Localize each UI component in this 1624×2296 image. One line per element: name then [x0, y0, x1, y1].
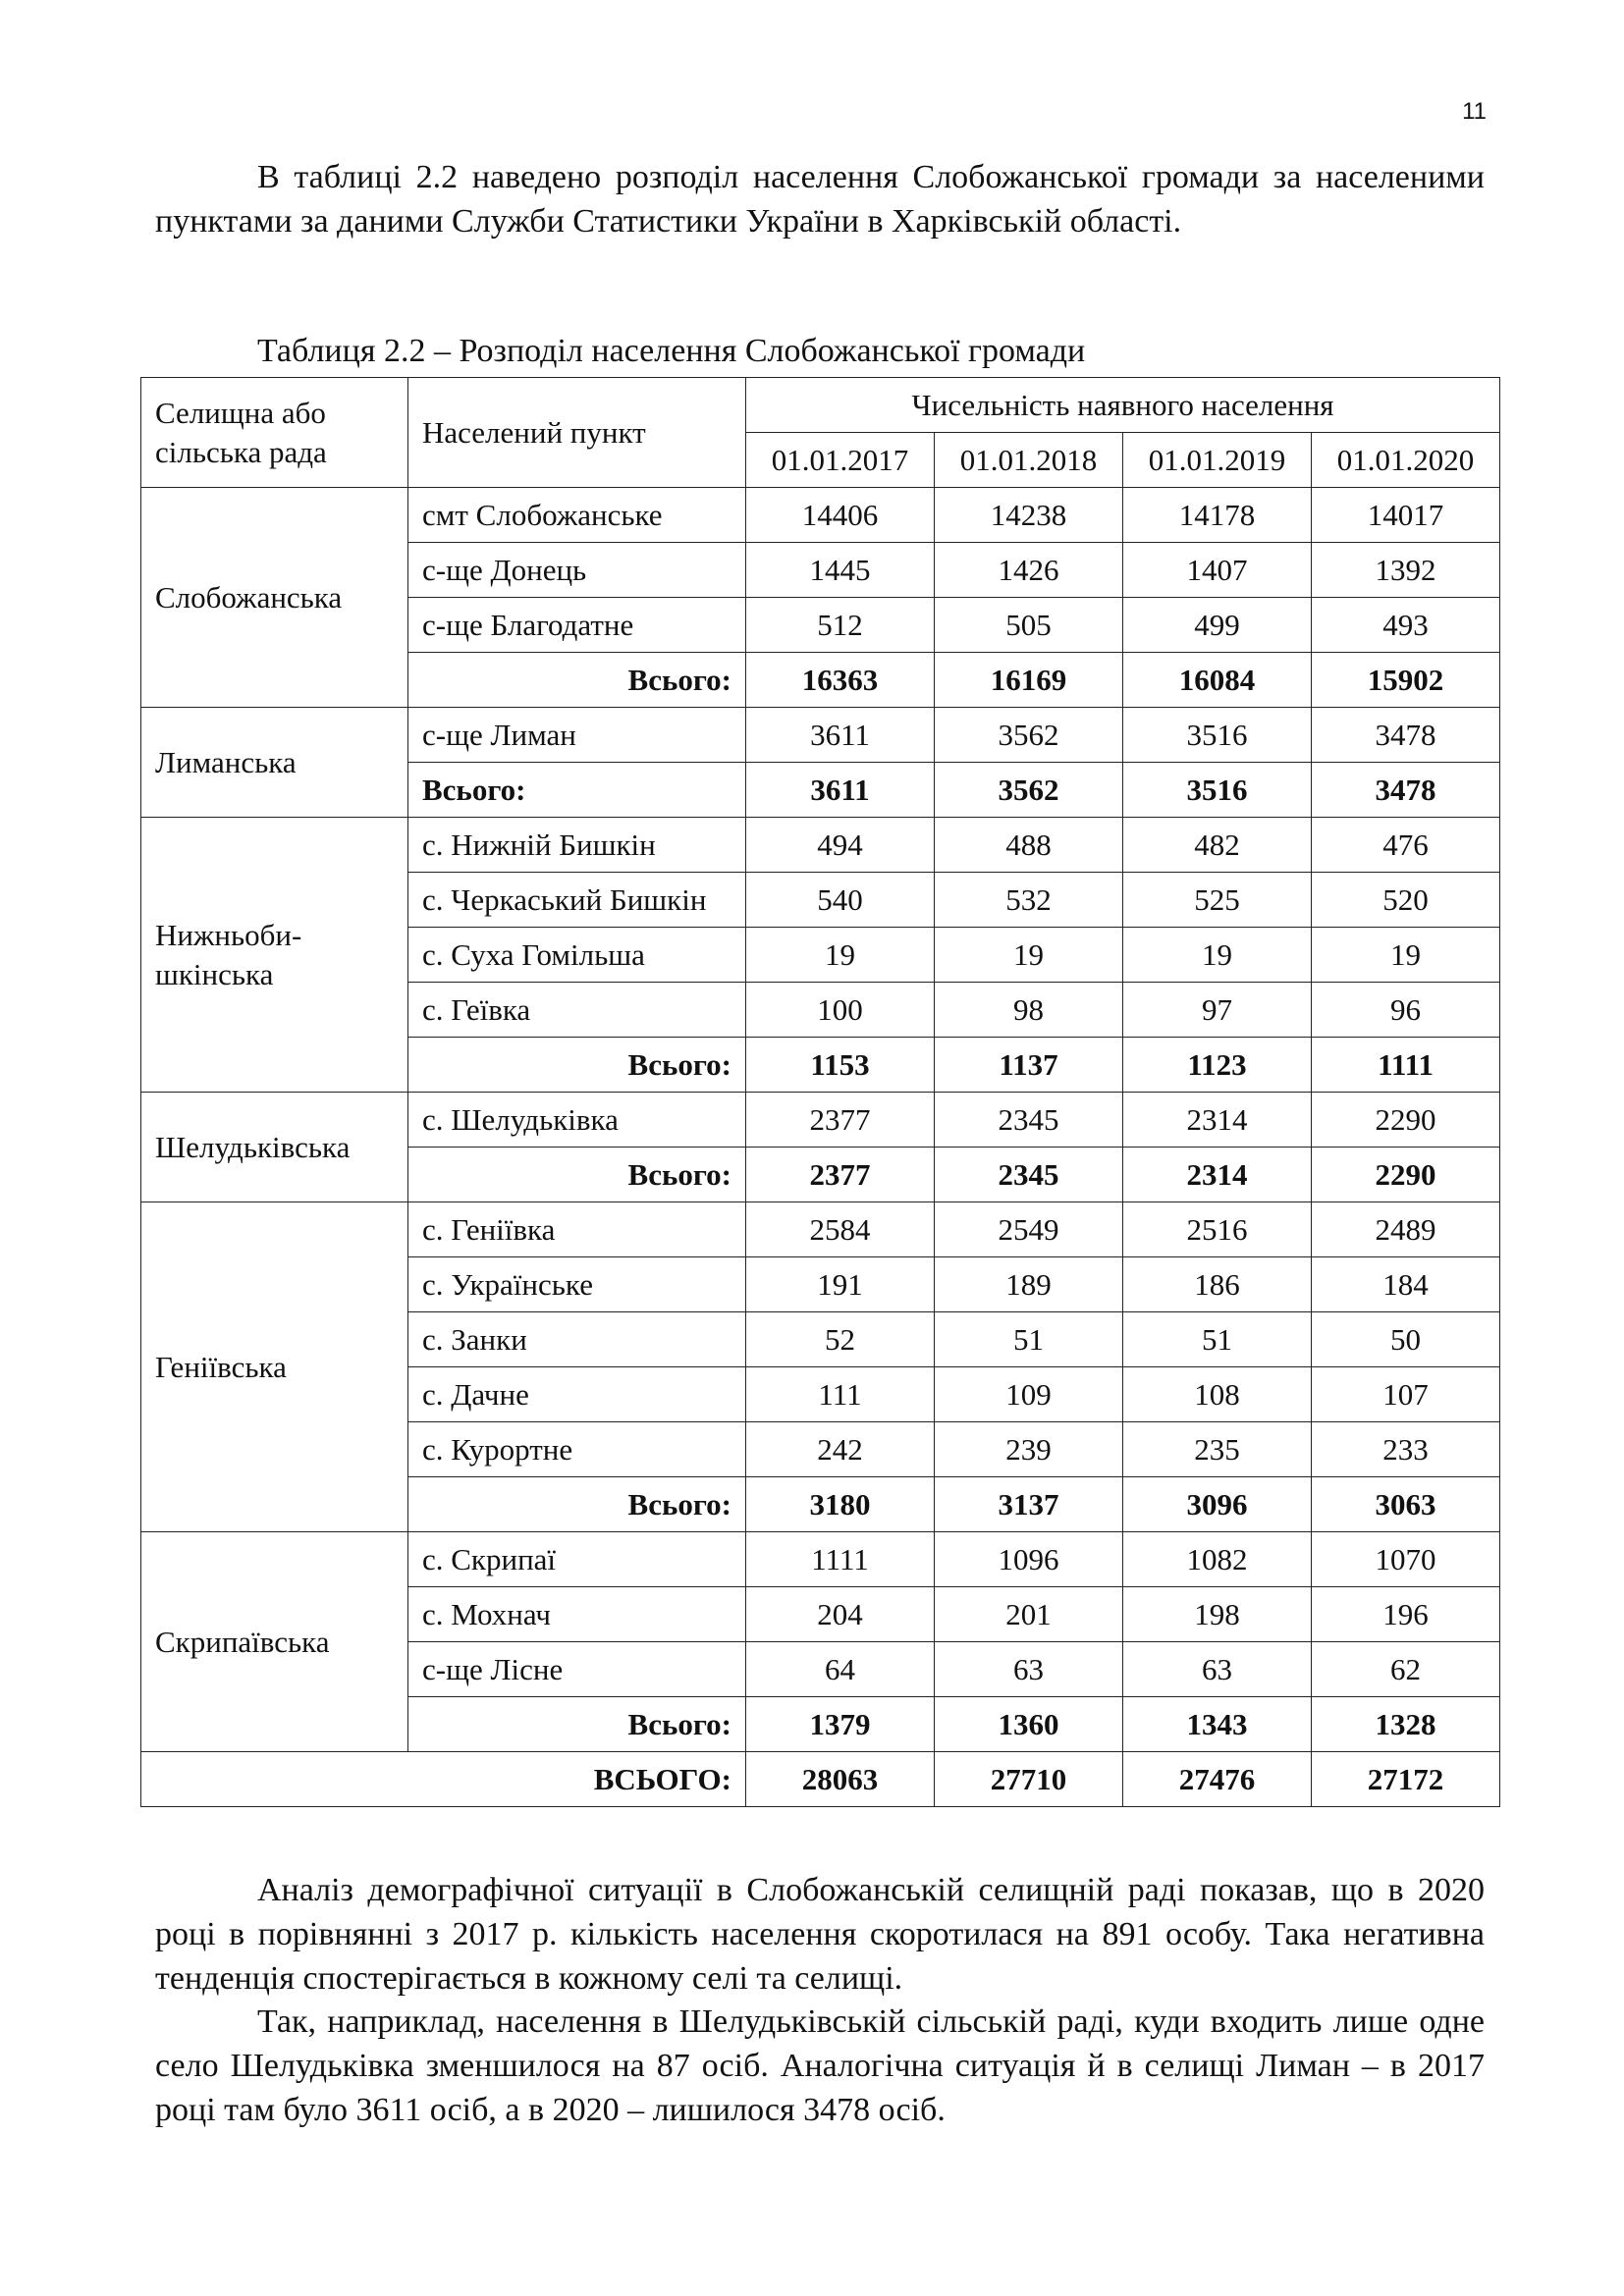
population-value: 1111 — [746, 1532, 935, 1587]
population-value: 14238 — [935, 488, 1123, 543]
population-value: 111 — [746, 1367, 935, 1422]
header-date: 01.01.2020 — [1312, 433, 1500, 488]
population-value: 51 — [935, 1312, 1123, 1367]
population-value: 1070 — [1312, 1532, 1500, 1587]
population-value: 1392 — [1312, 543, 1500, 598]
subtotal-value: 3562 — [935, 763, 1123, 818]
settlement-name: с-ще Лиман — [408, 708, 746, 763]
population-value: 19 — [935, 928, 1123, 983]
settlement-name: с-ще Донець — [408, 543, 746, 598]
subtotal-value: 1360 — [935, 1697, 1123, 1752]
population-value: 186 — [1123, 1257, 1312, 1312]
subtotal-value: 2377 — [746, 1148, 935, 1202]
population-value: 63 — [1123, 1642, 1312, 1697]
subtotal-value: 2314 — [1123, 1148, 1312, 1202]
council-name — [141, 1202, 408, 1532]
population-value: 505 — [935, 598, 1123, 653]
settlement-name: с-ще Благодатне — [408, 598, 746, 653]
settlement-name: с. Нижній Бишкін — [408, 818, 746, 873]
header-council-line: Селищна або — [155, 395, 326, 430]
population-value: 476 — [1312, 818, 1500, 873]
population-value: 1407 — [1123, 543, 1312, 598]
settlement-name: с. Українське — [408, 1257, 746, 1312]
population-value: 2345 — [935, 1093, 1123, 1148]
population-value: 198 — [1123, 1587, 1312, 1642]
settlement-name: смт Слобожанське — [408, 488, 746, 543]
population-value: 201 — [935, 1587, 1123, 1642]
population-value: 196 — [1312, 1587, 1500, 1642]
subtotal-value: 3478 — [1312, 763, 1500, 818]
settlement-name: с. Суха Гомільша — [408, 928, 746, 983]
grand-total-value: 28063 — [746, 1752, 935, 1807]
analysis-paragraph-2: Так, наприклад, населення в Шелудьківській сільській раді, куди входить лише одне село Шелудьківка зменшилося на 87 осіб. Аналогічна ситуація й в селищі Лиман – в 2017 році там було 3611 осіб, а в 2020 – лишилося 3478 осіб. — [155, 2003, 1485, 2128]
population-value: 98 — [935, 983, 1123, 1038]
subtotal-label: Всього: — [408, 1477, 746, 1532]
header-date: 01.01.2018 — [935, 433, 1123, 488]
population-value: 3562 — [935, 708, 1123, 763]
population-value: 2377 — [746, 1093, 935, 1148]
header-council-line: сільська рада — [155, 434, 327, 469]
population-value: 50 — [1312, 1312, 1500, 1367]
population-value: 1445 — [746, 543, 935, 598]
population-value: 242 — [746, 1422, 935, 1477]
council-name — [141, 1532, 408, 1752]
council-name-line: шкінська — [155, 956, 274, 991]
population-value: 14017 — [1312, 488, 1500, 543]
population-value: 1426 — [935, 543, 1123, 598]
settlement-name: с. Скрипаї — [408, 1532, 746, 1587]
grand-total-value: 27476 — [1123, 1752, 1312, 1807]
population-value: 512 — [746, 598, 935, 653]
population-value: 239 — [935, 1422, 1123, 1477]
population-value: 3516 — [1123, 708, 1312, 763]
population-value: 3478 — [1312, 708, 1500, 763]
subtotal-value: 1111 — [1312, 1038, 1500, 1093]
table-caption: Таблиця 2.2 – Розподіл населення Слобожанської громади — [257, 333, 1086, 369]
population-value: 19 — [746, 928, 935, 983]
grand-total-value: 27710 — [935, 1752, 1123, 1807]
population-value: 235 — [1123, 1422, 1312, 1477]
header-row — [141, 378, 1500, 433]
population-value: 62 — [1312, 1642, 1500, 1697]
grand-total-value: 27172 — [1312, 1752, 1500, 1807]
population-value: 184 — [1312, 1257, 1500, 1312]
subtotal-value: 16363 — [746, 653, 935, 708]
population-value: 532 — [935, 873, 1123, 928]
population-value: 2549 — [935, 1202, 1123, 1257]
population-table — [140, 377, 1500, 1807]
subtotal-label: Всього: — [408, 1038, 746, 1093]
population-value: 189 — [935, 1257, 1123, 1312]
subtotal-label: Всього: — [408, 763, 746, 818]
subtotal-value: 3096 — [1123, 1477, 1312, 1532]
settlement-name: с. Шелудьківка — [408, 1093, 746, 1148]
subtotal-value: 1343 — [1123, 1697, 1312, 1752]
subtotal-value: 1328 — [1312, 1697, 1500, 1752]
population-value: 107 — [1312, 1367, 1500, 1422]
grand-total-label: ВСЬОГО: — [141, 1752, 746, 1807]
settlement-name: с. Курортне — [408, 1422, 746, 1477]
table-row — [141, 1202, 1500, 1257]
population-value: 499 — [1123, 598, 1312, 653]
settlement-name: с-ще Лісне — [408, 1642, 746, 1697]
population-value: 96 — [1312, 983, 1500, 1038]
population-value: 63 — [935, 1642, 1123, 1697]
population-value: 540 — [746, 873, 935, 928]
population-value: 108 — [1123, 1367, 1312, 1422]
council-name-line: Шелудьківська — [155, 1129, 351, 1164]
settlement-name: с. Мохнач — [408, 1587, 746, 1642]
subtotal-value: 3516 — [1123, 763, 1312, 818]
settlement-name: с. Занки — [408, 1312, 746, 1367]
population-value: 1082 — [1123, 1532, 1312, 1587]
header-population: Чисельність наявного населення — [746, 378, 1500, 433]
subtotal-value: 3180 — [746, 1477, 935, 1532]
header-settlement: Населений пункт — [408, 378, 746, 488]
population-value: 1096 — [935, 1532, 1123, 1587]
subtotal-value: 1379 — [746, 1697, 935, 1752]
intro-paragraph: В таблиці 2.2 наведено розподіл населення Слобожанської громади за населеними пунктами за даними Служби Статистики України в Харківській області. — [155, 159, 1485, 240]
subtotal-value: 1137 — [935, 1038, 1123, 1093]
population-value: 2290 — [1312, 1093, 1500, 1148]
council-name-line: Нижньоби- — [155, 917, 302, 952]
population-value: 2584 — [746, 1202, 935, 1257]
population-value: 482 — [1123, 818, 1312, 873]
population-value: 493 — [1312, 598, 1500, 653]
subtotal-value: 3611 — [746, 763, 935, 818]
council-name-line: Геніївська — [155, 1349, 287, 1384]
council-name — [141, 488, 408, 708]
population-value: 14178 — [1123, 488, 1312, 543]
settlement-name: с. Дачне — [408, 1367, 746, 1422]
table-row — [141, 488, 1500, 543]
subtotal-value: 1153 — [746, 1038, 935, 1093]
population-value: 19 — [1312, 928, 1500, 983]
population-value: 233 — [1312, 1422, 1500, 1477]
table-row — [141, 1093, 1500, 1148]
page-number: 11 — [1462, 98, 1487, 125]
population-value: 2516 — [1123, 1202, 1312, 1257]
population-value: 525 — [1123, 873, 1312, 928]
subtotal-value: 2290 — [1312, 1148, 1500, 1202]
population-value: 19 — [1123, 928, 1312, 983]
council-name-line: Скрипаївська — [155, 1624, 330, 1659]
subtotal-value: 16084 — [1123, 653, 1312, 708]
subtotal-value: 2345 — [935, 1148, 1123, 1202]
population-value: 191 — [746, 1257, 935, 1312]
council-name — [141, 708, 408, 818]
population-value: 97 — [1123, 983, 1312, 1038]
population-value: 52 — [746, 1312, 935, 1367]
population-value: 204 — [746, 1587, 935, 1642]
population-value: 494 — [746, 818, 935, 873]
population-value: 2314 — [1123, 1093, 1312, 1148]
council-name — [141, 1093, 408, 1202]
table-row — [141, 818, 1500, 873]
settlement-name: с. Геївка — [408, 983, 746, 1038]
population-value: 109 — [935, 1367, 1123, 1422]
subtotal-value: 3063 — [1312, 1477, 1500, 1532]
council-name — [141, 818, 408, 1093]
table-row — [141, 708, 1500, 763]
subtotal-value: 3137 — [935, 1477, 1123, 1532]
subtotal-label: Всього: — [408, 1148, 746, 1202]
subtotal-label: Всього: — [408, 1697, 746, 1752]
header-council — [141, 378, 408, 488]
subtotal-value: 15902 — [1312, 653, 1500, 708]
population-value: 51 — [1123, 1312, 1312, 1367]
subtotal-value: 1123 — [1123, 1038, 1312, 1093]
population-value: 100 — [746, 983, 935, 1038]
population-value: 2489 — [1312, 1202, 1500, 1257]
header-date: 01.01.2019 — [1123, 433, 1312, 488]
settlement-name: с. Черкаський Бишкін — [408, 873, 746, 928]
population-value: 3611 — [746, 708, 935, 763]
settlement-name: с. Геніївка — [408, 1202, 746, 1257]
population-value: 14406 — [746, 488, 935, 543]
council-name-line: Лиманська — [155, 744, 297, 779]
header-date: 01.01.2017 — [746, 433, 935, 488]
council-name-line: Слобожанська — [155, 579, 343, 614]
population-value: 64 — [746, 1642, 935, 1697]
subtotal-value: 16169 — [935, 653, 1123, 708]
table-row — [141, 1532, 1500, 1587]
grand-total-row — [141, 1752, 1500, 1807]
analysis-paragraph-1: Аналіз демографічної ситуації в Слобожанській селищній раді показав, що в 2020 році в порівнянні з 2017 р. кількість населення скоротилася на 891 особу. Така негативна тенденція спостерігається в кожному селі та селищі. — [155, 1872, 1485, 1997]
subtotal-label: Всього: — [408, 653, 746, 708]
population-value: 520 — [1312, 873, 1500, 928]
population-value: 488 — [935, 818, 1123, 873]
